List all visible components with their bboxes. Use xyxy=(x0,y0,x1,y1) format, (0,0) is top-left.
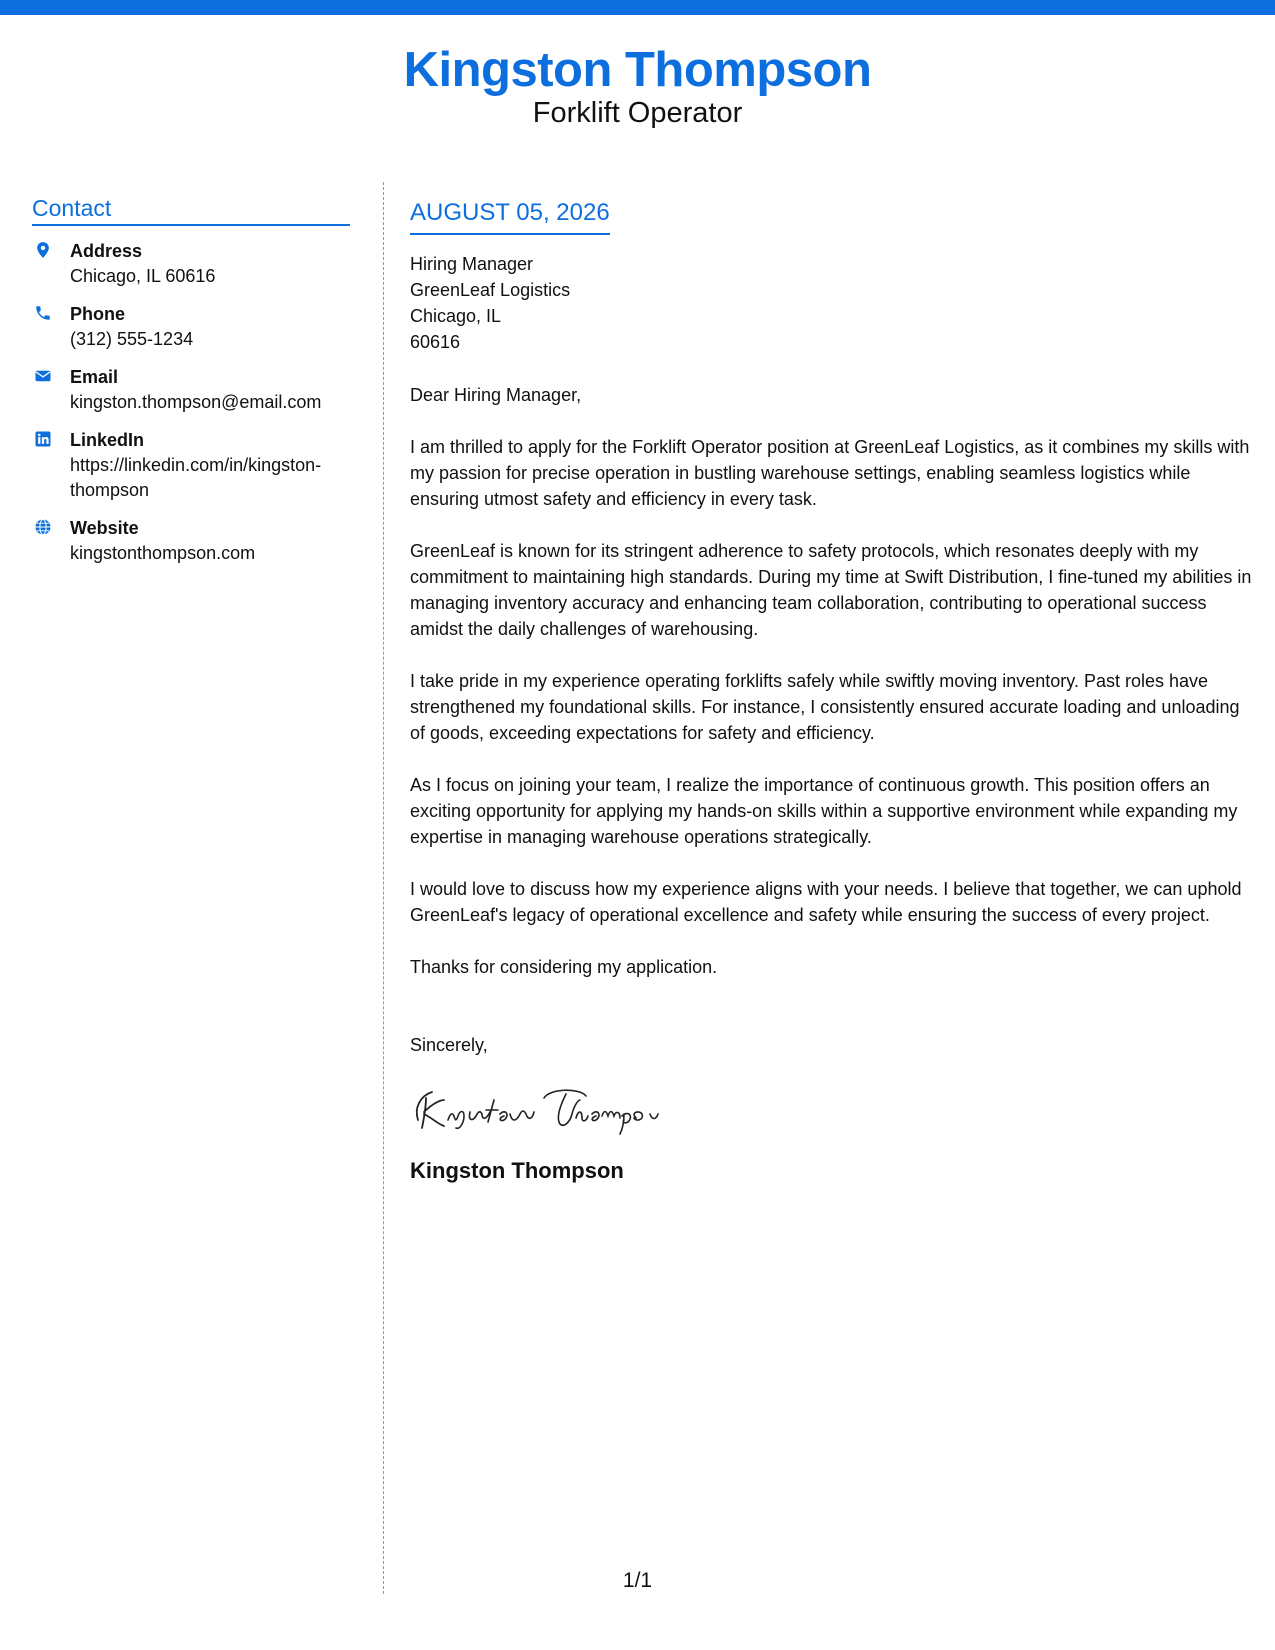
phone-value: (312) 555-1234 xyxy=(70,329,194,349)
recipient-line: GreenLeaf Logistics xyxy=(410,280,571,300)
body-paragraph: As I focus on joining your team, I realize the importance of continuous growth. This position offers an exciting opportunity for applying my hands-on skills within a supportive environment while expanding my expertise in managing warehouse operations strategically. xyxy=(410,775,1238,847)
website-label: Website xyxy=(70,518,139,538)
linkedin-value[interactable]: https://linkedin.com/in/kingston-thompson xyxy=(70,455,322,500)
recipient-line: 60616 xyxy=(410,332,461,352)
body-paragraph: GreenLeaf is known for its stringent adherence to safety protocols, which resonates deeply with my commitment to maintaining high standards. During my time at Swift Distribution, I fine-tuned my abilities in managing inventory accuracy and enhancing team collaboration, contributing to operational success amidst the daily challenges of warehousing. xyxy=(410,541,1252,639)
date-block xyxy=(410,198,610,235)
top-accent-bar xyxy=(0,0,1275,15)
contact-list xyxy=(32,239,350,566)
linkedin-label: LinkedIn xyxy=(70,430,145,450)
handwritten-signature xyxy=(410,1078,670,1138)
map-pin-icon xyxy=(34,241,52,259)
applicant-name: Kingston Thompson xyxy=(403,43,872,97)
globe-icon xyxy=(34,518,52,536)
email-value: kingston.thompson@email.com xyxy=(70,392,322,412)
address-label: Address xyxy=(70,241,143,261)
linkedin-icon xyxy=(34,430,52,448)
body-paragraph: Thanks for considering my application. xyxy=(410,957,718,977)
body-paragraph: I take pride in my experience operating forklifts safely while swiftly moving inventory. Past roles have strengthened my foundational skills. For instance, I consistently ensured accurate loading and unloading of goods, exceeding expectations for safety and efficiency. xyxy=(410,671,1240,743)
letter-body xyxy=(410,198,1255,1185)
job-title: Forklift Operator xyxy=(532,97,743,129)
column-divider xyxy=(383,182,384,1594)
recipient-line: Hiring Manager xyxy=(410,254,534,274)
contact-item-email xyxy=(32,365,350,415)
contact-item-linkedin xyxy=(32,428,350,503)
body-paragraph: I am thrilled to apply for the Forklift Operator position at GreenLeaf Logistics, as it combines my skills with my passion for precise operation in bustling warehouse settings, enabling seamless logistics while ensuring utmost safety and efficiency in every task. xyxy=(410,437,1250,509)
envelope-icon xyxy=(34,367,52,385)
website-value[interactable]: kingstonthompson.com xyxy=(70,543,256,563)
contact-heading: Contact xyxy=(32,195,350,226)
page-number: 1/1 xyxy=(622,1569,653,1592)
salutation: Dear Hiring Manager, xyxy=(410,385,582,405)
contact-sidebar xyxy=(32,195,350,579)
letter-date: AUGUST 05, 2026 xyxy=(410,199,610,226)
contact-item-website xyxy=(32,516,350,566)
body-paragraph: I would love to discuss how my experience aligns with your needs. I believe that together, we can uphold GreenLeaf's legacy of operational excellence and safety while ensuring the success of every project. xyxy=(410,879,1242,925)
closing: Sincerely, xyxy=(410,1035,488,1055)
phone-icon xyxy=(34,304,52,322)
address-value: Chicago, IL 60616 xyxy=(70,266,216,286)
contact-item-address xyxy=(32,239,350,289)
recipient-line: Chicago, IL xyxy=(410,306,502,326)
recipient-block xyxy=(410,251,1255,355)
phone-label: Phone xyxy=(70,304,126,324)
email-label: Email xyxy=(70,367,119,387)
contact-item-phone xyxy=(32,302,350,352)
letter-header xyxy=(0,40,1275,130)
signed-name: Kingston Thompson xyxy=(410,1158,624,1183)
